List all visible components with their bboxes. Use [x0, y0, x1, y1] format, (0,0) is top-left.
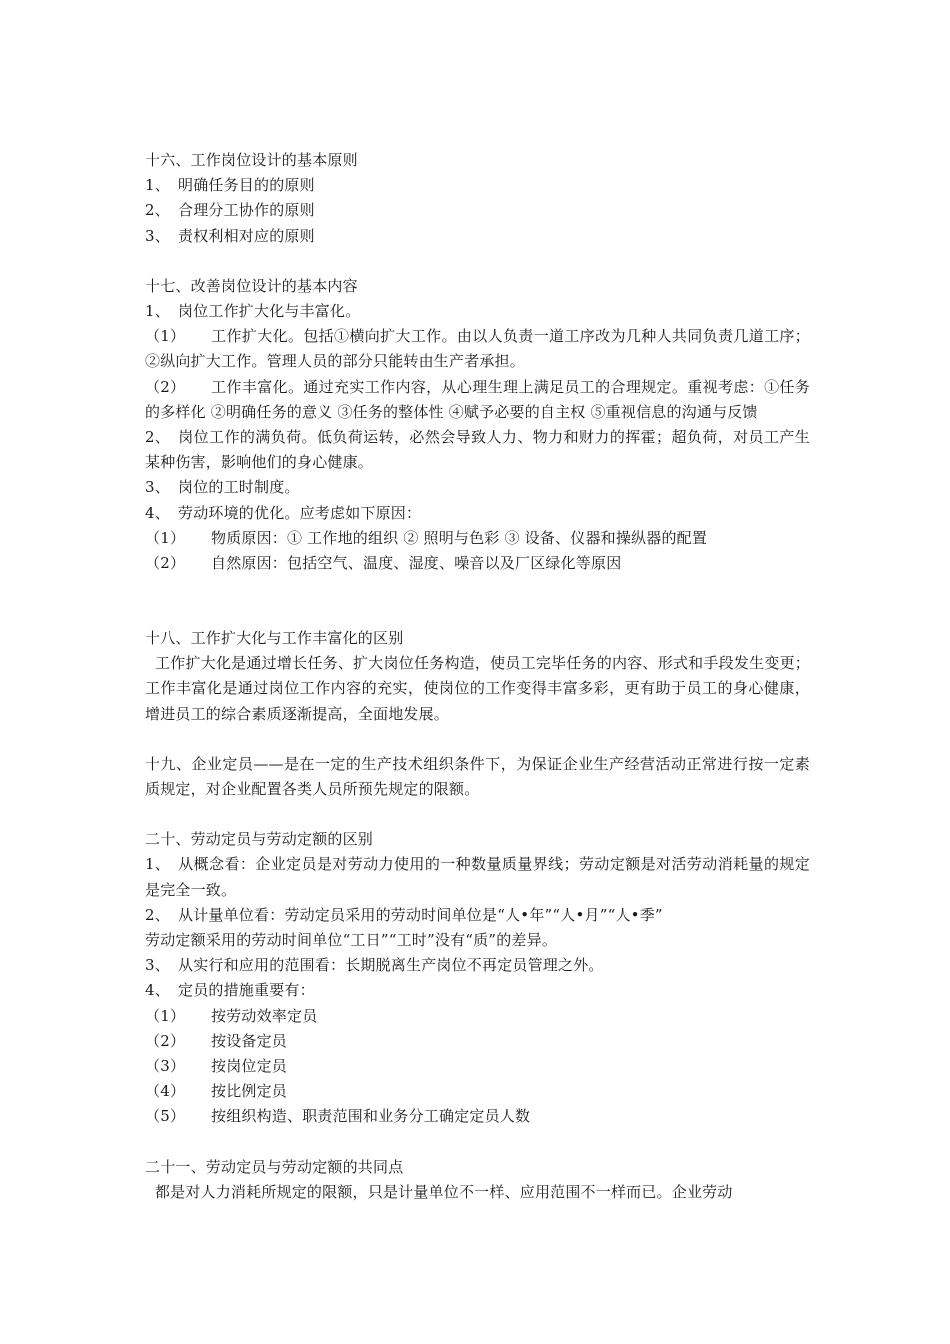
sub-item-number: （2） — [145, 553, 186, 572]
list-item — [145, 224, 810, 249]
sub-item-number: （1） — [145, 327, 186, 346]
item-text: 责权利相对应的原则 — [178, 226, 315, 245]
list-item-continuation: 劳动定额采用的劳动时间单位“工日”“工时”没有“质”的差异。 — [145, 931, 558, 950]
list-item — [145, 978, 810, 1003]
list-item — [145, 198, 810, 223]
sub-item-number: （5） — [145, 1107, 186, 1126]
sub-item-text: 工作扩大化。包括①横向扩大工作。由以人负责一道工序改为几种人共同负责几道工序；②纵向扩大工作。管理人员的部分只能转由生产者承担。 — [145, 327, 810, 371]
section-16-title: 十六、工作岗位设计的基本原则 — [145, 151, 358, 169]
item-text: 岗位的工时制度。 — [178, 478, 300, 497]
list-item-paragraph — [145, 425, 810, 475]
item-number: 3、 — [145, 226, 170, 245]
item-number: 2、 — [145, 905, 170, 924]
item-number: 1、 — [145, 176, 170, 195]
list-item — [145, 903, 810, 928]
sub-item-number: （4） — [145, 1082, 186, 1101]
item-text: 从计量单位看：劳动定员采用的劳动时间单位是“人•年”“人•月”“人•季” — [178, 905, 663, 924]
section-19-body: 十九、企业定员——是在一定的生产技术组织条件下，为保证企业生产经营活动正常进行按一定素质规定，对企业配置各类人员所预先规定的限额。 — [145, 754, 810, 799]
section-21-body: 都是对人力消耗所规定的限额，只是计量单位不一样、应用范围不一样而已。企业劳动 — [145, 1182, 733, 1201]
item-text: 从实行和应用的范围看：长期脱离生产岗位不再定员管理之外。 — [178, 956, 604, 975]
sub-item-text: 按劳动效率定员 — [211, 1006, 318, 1025]
sub-item-paragraph — [145, 375, 810, 425]
sub-item-text: 自然原因：包括空气、温度、湿度、噪音以及厂区绿化等原因 — [211, 553, 622, 572]
sub-item-number: （3） — [145, 1057, 186, 1076]
sub-item — [145, 1079, 810, 1104]
item-text: 合理分工协作的原则 — [178, 201, 315, 220]
item-text: 劳动环境的优化。应考虑如下原因： — [178, 503, 422, 522]
section-20-title: 二十、劳动定员与劳动定额的区别 — [145, 830, 374, 849]
sub-item-text: 物质原因：① 工作地的组织 ② 照明与色彩 ③ 设备、仪器和操纵器的配置 — [211, 528, 708, 547]
sub-item-text: 按设备定员 — [211, 1031, 288, 1050]
sub-item — [145, 1004, 810, 1029]
sub-item-text: 按比例定员 — [211, 1082, 288, 1101]
sub-item — [145, 526, 810, 551]
list-item — [145, 501, 810, 526]
item-text: 明确任务目的的原则 — [178, 176, 315, 195]
item-number: 4、 — [145, 503, 170, 522]
item-text: 从概念看：企业定员是对劳动力使用的一种数量质量界线；劳动定额是对活劳动消耗量的规定是完全一致。 — [145, 855, 810, 899]
sub-item-text: 按岗位定员 — [211, 1057, 288, 1076]
item-text: 岗位工作扩大化与丰富化。 — [178, 301, 361, 320]
item-text: 定员的措施重要有： — [178, 981, 315, 1000]
list-item — [145, 475, 810, 500]
sub-item-paragraph — [145, 324, 810, 374]
list-item — [145, 299, 810, 324]
item-number: 3、 — [145, 956, 170, 975]
sub-item — [145, 551, 810, 576]
sub-item — [145, 1029, 810, 1054]
sub-item-number: （2） — [145, 377, 186, 396]
section-17-title: 十七、改善岗位设计的基本内容 — [145, 276, 358, 295]
item-number: 3、 — [145, 478, 170, 497]
section-18-body: 工作扩大化是通过增长任务、扩大岗位任务构造，使员工完毕任务的内容、形式和手段发生变更；工作丰富化是通过岗位工作内容的充实，使岗位的工作变得丰富多彩，更有助于员工的身心健康，增进员工的综合素质逐渐提高，全面地发展。 — [145, 654, 811, 723]
list-item — [145, 173, 810, 198]
sub-item-number: （1） — [145, 1006, 186, 1025]
item-text: 岗位工作的满负荷。低负荷运转，必然会导致人力、物力和财力的挥霍；超负荷，对员工产生某种伤害，影响他们的身心健康。 — [145, 427, 810, 472]
sub-item — [145, 1054, 810, 1079]
sub-item-text: 工作丰富化。通过充实工作内容，从心理生理上满足员工的合理规定。重视考虑：①任务的多样化 ②明确任务的意义 ③任务的整体性 ④赋予必要的自主权 ⑤重视信息的沟通与反馈 — [145, 377, 810, 421]
sub-item-number: （1） — [145, 528, 186, 547]
section-21-title: 二十一、劳动定员与劳动定额的共同点 — [145, 1157, 404, 1176]
list-item — [145, 953, 810, 978]
item-number: 1、 — [145, 855, 170, 874]
section-18-title: 十八、工作扩大化与工作丰富化的区别 — [145, 629, 404, 648]
list-item-paragraph — [145, 852, 810, 902]
sub-item-text: 按组织构造、职责范围和业务分工确定定员人数 — [211, 1107, 531, 1126]
item-number: 2、 — [145, 427, 170, 446]
item-number: 1、 — [145, 301, 170, 320]
sub-item — [145, 1104, 810, 1129]
document-page — [145, 148, 810, 1205]
sub-item-number: （2） — [145, 1031, 186, 1050]
item-number: 4、 — [145, 981, 170, 1000]
item-number: 2、 — [145, 201, 170, 220]
